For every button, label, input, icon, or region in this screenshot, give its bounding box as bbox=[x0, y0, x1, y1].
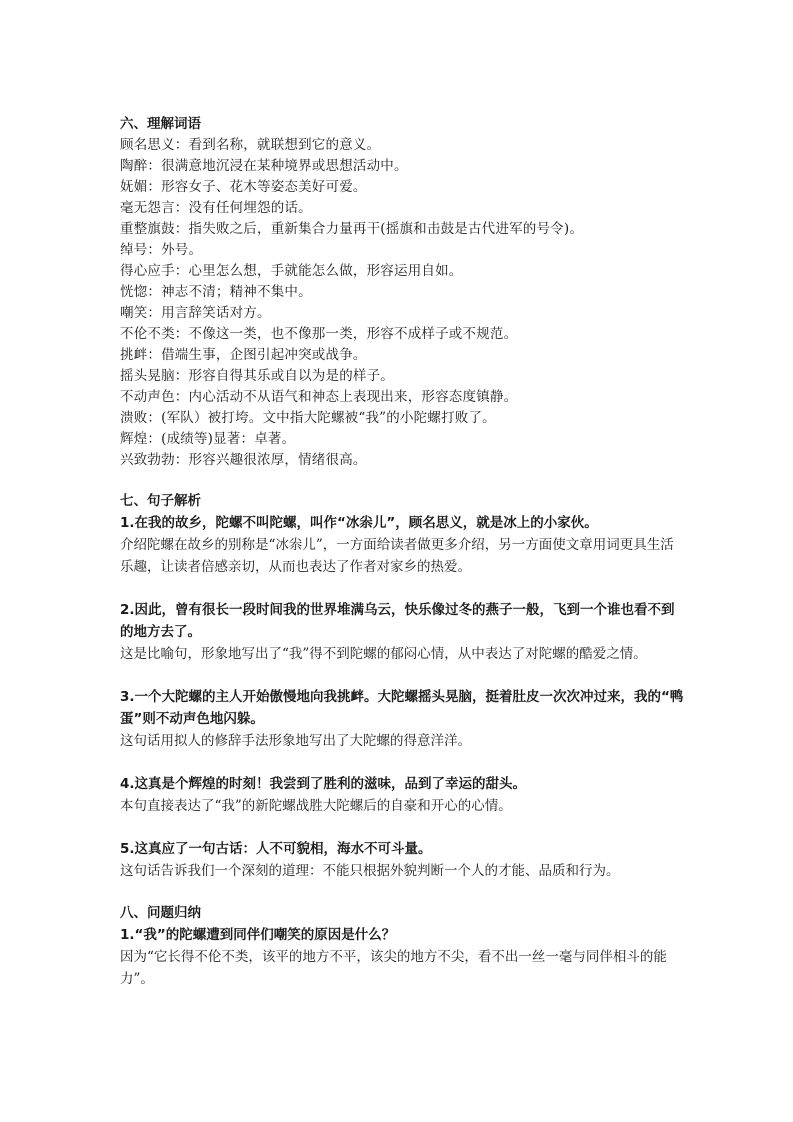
vocab-item: 恍惚：神志不清；精神不集中。 bbox=[120, 284, 312, 300]
vocab-item: 顾名思义：看到名称，就联想到它的意义。 bbox=[120, 137, 381, 153]
sentence-text: 4.这真是个辉煌的时刻！我尝到了胜利的滋味，品到了幸运的甜头。 bbox=[120, 776, 527, 792]
sentence-analysis: 这是比喻句，形象地写出了“我”得不到陀螺的郁闷心情，从中表达了对陀螺的酷爱之情。 bbox=[120, 646, 647, 662]
vocab-item: 兴致勃勃：形容兴趣很浓厚，情绪很高。 bbox=[120, 452, 367, 468]
vocab-item: 挑衅：借端生事，企图引起冲突或战争。 bbox=[120, 347, 367, 363]
vocab-list bbox=[120, 135, 685, 471]
document-page bbox=[120, 114, 685, 990]
sentence-text: 5.这真应了一句古话：人不可貌相，海水不可斗量。 bbox=[120, 841, 432, 857]
sentence-text: 1.在我的故乡，陀螺不叫陀螺，叫作“冰尜儿”，顾名思义，就是冰上的小家伙。 bbox=[120, 515, 598, 531]
sentence-analysis: 这句话告诉我们一个深刻的道理：不能只根据外貌判断一个人的才能、品质和行为。 bbox=[120, 863, 620, 879]
vocab-item: 妩媚：形容女子、花木等姿态美好可爱。 bbox=[120, 179, 367, 195]
vocab-item: 嘲笑：用言辞笑话对方。 bbox=[120, 305, 271, 321]
question-text: 1.“我”的陀螺遭到同伴们嘲笑的原因是什么？ bbox=[120, 927, 396, 943]
vocab-item: 陶醉：很满意地沉浸在某种境界或思想活动中。 bbox=[120, 158, 408, 174]
sentence-block bbox=[120, 599, 685, 665]
vocab-item: 毫无怨言：没有任何埋怨的话。 bbox=[120, 200, 312, 216]
sentence-analysis: 介绍陀螺在故乡的别称是“冰尜儿”，一方面给读者做更多介绍，另一方面使文章用词更具生活乐趣，让读者倍感亲切，从而也表达了作者对家乡的热爱。 bbox=[120, 537, 674, 575]
sentence-block bbox=[120, 512, 685, 578]
vocab-item: 摇头晃脑：形容自得其乐或自以为是的样子。 bbox=[120, 368, 394, 384]
section8-title: 八、问题归纳 bbox=[120, 905, 201, 921]
question-block bbox=[120, 924, 685, 990]
vocab-item: 得心应手：心里怎么想，手就能怎么做，形容运用自如。 bbox=[120, 263, 463, 279]
question-answer: 因为“它长得不伦不类，该平的地方不平，该尖的地方不尖，看不出一丝一毫与同伴相斗的能力”。 bbox=[120, 949, 667, 987]
sentence-text: 3.一个大陀螺的主人开始傲慢地向我挑衅。大陀螺摇头晃脑，挺着肚皮一次次冲过来，我的“鸭蛋”则不动声色地闪躲。 bbox=[120, 689, 684, 727]
vocab-item: 辉煌：(成绩等)显著：卓著。 bbox=[120, 431, 296, 447]
sentence-block bbox=[120, 773, 685, 817]
section7-title: 七、句子解析 bbox=[120, 493, 201, 509]
sentence-block bbox=[120, 686, 685, 752]
sentence-text: 2.因此，曾有很长一段时间我的世界堆满乌云，快乐像过冬的燕子一般，飞到一个谁也看不到的地方去了。 bbox=[120, 602, 675, 640]
sentence-analysis: 这句话用拟人的修辞手法形象地写出了大陀螺的得意洋洋。 bbox=[120, 733, 471, 749]
section6-title: 六、理解词语 bbox=[120, 116, 201, 132]
vocab-item: 绰号：外号。 bbox=[120, 242, 203, 258]
sentence-block bbox=[120, 838, 685, 882]
sentence-analysis: 本句直接表达了“我”的新陀螺战胜大陀螺后的自豪和开心的心情。 bbox=[120, 798, 512, 814]
vocab-item: 不伦不类：不像这一类，也不像那一类，形容不成样子或不规范。 bbox=[120, 326, 518, 342]
vocab-item: 不动声色：内心活动不从语气和神态上表现出来，形容态度镇静。 bbox=[120, 389, 518, 405]
vocab-item: 溃败：(军队）被打垮。文中指大陀螺被“我”的小陀螺打败了。 bbox=[120, 410, 496, 426]
vocab-item: 重整旗鼓：指失败之后，重新集合力量再干(摇旗和击鼓是古代进军的号令)。 bbox=[120, 221, 584, 237]
